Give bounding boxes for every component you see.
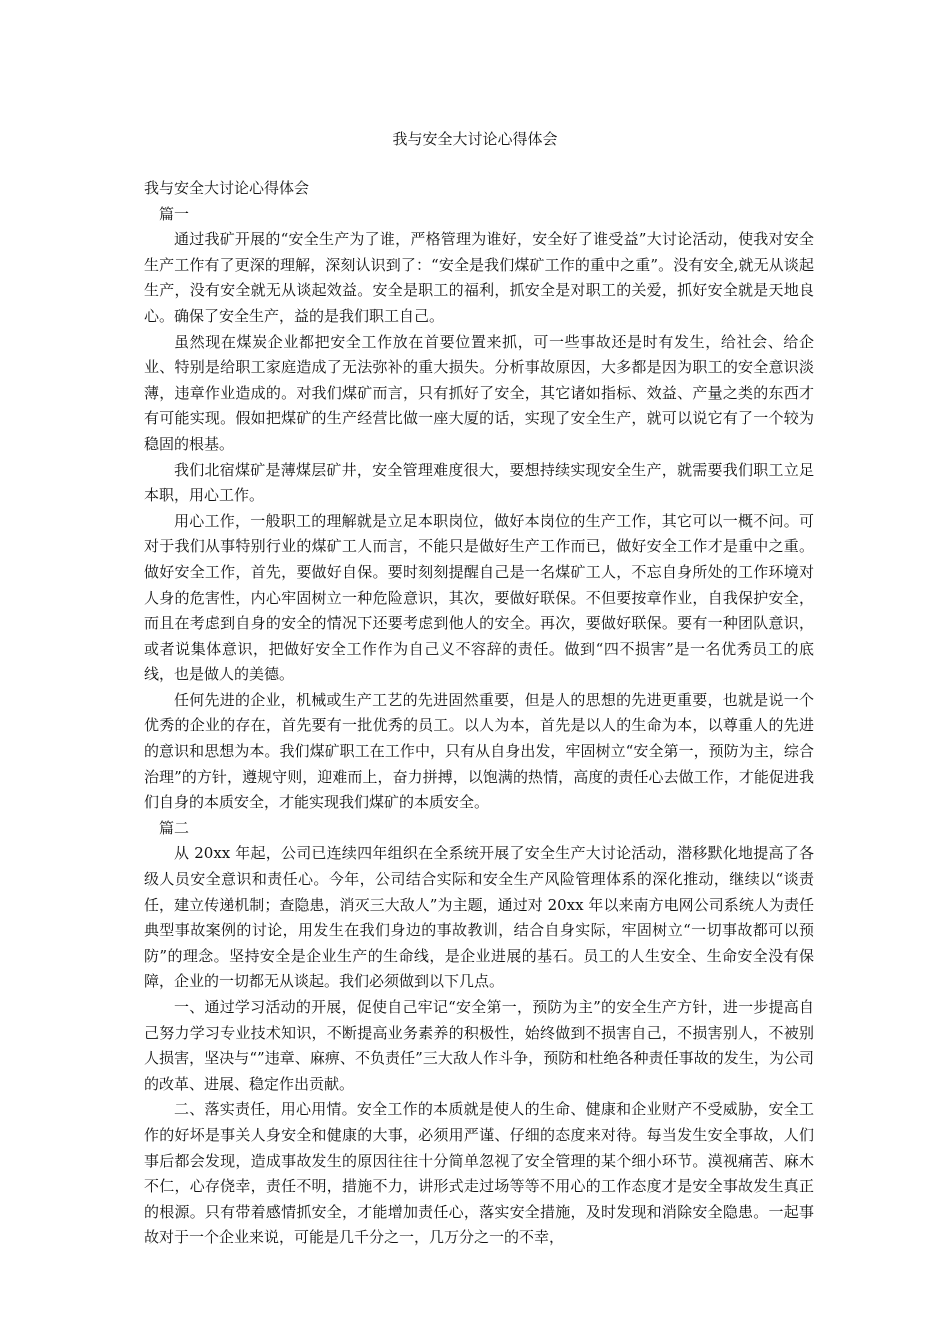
paragraph: 用心工作，一般职工的理解就是立足本职岗位，做好本岗位的生产工作，其它可以一概不问。可对于我们从事特别行业的煤矿工人而言，不能只是做好生产工作而已，做好安全工作才是重中之重。做好安全工作，首先，要做好自保。要时刻刻提醒自己是一名煤矿工人，不忘自身所处的工作环境对人身的危害性，内心牢固树立一种危险意识，其次，要做好联保。不但要按章作业，自我保护安全，而且在考虑到自身的安全的情况下还要考虑到他人的安全。再次，要做好联保。要有一种团队意识，或者说集体意识，把做好安全工作作为自己义不容辞的责任。做到“四不损害”是一名优秀员工的底线，也是做人的美德。 <box>144 511 814 684</box>
paragraph: 通过我矿开展的“安全生产为了谁，严格管理为谁好，安全好了谁受益”大讨论活动，使我对安全生产工作有了更深的理解，深刻认识到了：“安全是我们煤矿工作的重中之重”。没有安全,就无从谈起生产，没有安全就无从谈起效益。安全是职工的福利，抓安全是对职工的关爱，抓好安全就是天地良心。确保了安全生产，益的是我们职工自己。 <box>144 230 814 325</box>
paragraph: 任何先进的企业，机械或生产工艺的先进固然重要，但是人的思想的先进更重要，也就是说一个优秀的企业的存在，首先要有一批优秀的员工。以人为本，首先是以人的生命为本，以尊重人的先进的意识和思想为本。我们煤矿职工在工作中，只有从自身出发，牢固树立“安全第一，预防为主，综合治理”的方针，遵规守则，迎难而上，奋力拼搏，以饱满的热情，高度的责任心去做工作，才能促进我们自身的本质安全，才能实现我们煤矿的本质安全。 <box>144 690 814 812</box>
document-body <box>144 176 814 1251</box>
paragraph: 从 20xx 年起，公司已连续四年组织在全系统开展了安全生产大讨论活动，潜移默化地提高了各级人员安全意识和责任心。今年，公司结合实际和安全生产风险管理体系的深化推动，继续以“谈责任，建立传递机制；查隐患，消灭三大敌人”为主题，通过对 20xx 年以来南方电网公司系统人为责任典型事故案例的讨论，用发生在我们身边的事故教训，结合自身实际，牢固树立“一切事故都可以预防”的理念。坚持安全是企业生产的生命线，是企业进展的基石。员工的人生安全、生命安全没有保障，企业的一切都无从谈起。我们必须做到以下几点。 <box>144 844 814 991</box>
document-subtitle: 我与安全大讨论心得体会 <box>144 179 310 197</box>
section-label: 篇二 <box>159 818 190 837</box>
paragraph: 我们北宿煤矿是薄煤层矿井，安全管理难度很大，要想持续实现安全生产，就需要我们职工立足本职，用心工作。 <box>144 460 814 505</box>
document-title: 我与安全大讨论心得体会 <box>392 130 558 148</box>
paragraph: 二、落实责任，用心用情。安全工作的本质就是使人的生命、健康和企业财产不受威胁，安全工作的好坏是事关人身安全和健康的大事，必须用严谨、仔细的态度来对待。每当发生安全事故，人们事后都会发现，造成事故发生的原因往往十分简单忽视了安全管理的某个细小环节。漠视痛苦、麻木不仁，心存侥幸，责任不明，措施不力，讲形式走过场等等不用心的工作态度才是安全事故发生真正的根源。只有带着感情抓安全，才能增加责任心，落实安全措施，及时发现和消除安全隐患。一起事故对于一个企业来说，可能是几千分之一，几万分之一的不幸， <box>144 1100 814 1247</box>
paragraph: 一、通过学习活动的开展，促使自己牢记“安全第一，预防为主”的安全生产方针，进一步提高自己努力学习专业技术知识，不断提高业务素养的积极性，始终做到不损害自己，不损害别人，不被别人损害，坚决与“”违章、麻痹、不负责任”三大敌人作斗争，预防和杜绝各种责任事故的发生，为公司的改革、进展、稳定作出贡献。 <box>144 998 814 1093</box>
section-label: 篇一 <box>159 204 190 223</box>
paragraph: 虽然现在煤炭企业都把安全工作放在首要位置来抓，可一些事故还是时有发生，给社会、给企业、特别是给职工家庭造成了无法弥补的重大损失。分析事故原因，大多都是因为职工的安全意识淡薄，违章作业造成的。对我们煤矿而言，只有抓好了安全，其它诸如指标、效益、产量之类的东西才有可能实现。假如把煤矿的生产经营比做一座大厦的话，实现了安全生产，就可以说它有了一个较为稳固的根基。 <box>144 332 814 453</box>
